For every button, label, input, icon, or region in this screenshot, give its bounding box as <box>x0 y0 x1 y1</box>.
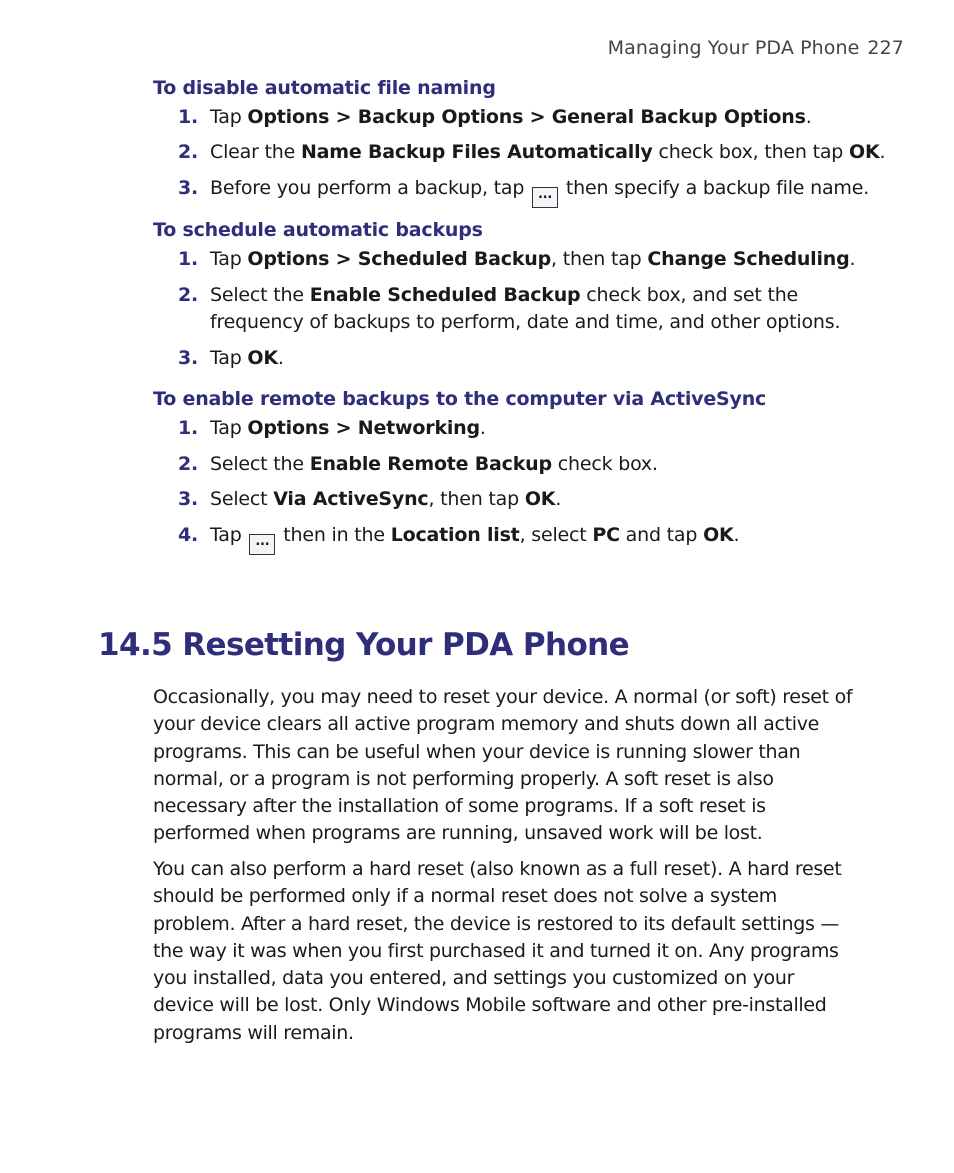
step-text: Tap Options > Networking. <box>210 417 486 439</box>
procedure-step <box>178 246 898 273</box>
procedure-step <box>178 486 898 513</box>
step-number: 1. <box>178 248 199 270</box>
procedure-title-remote-backups: To enable remote backups to the computer via ActiveSync <box>153 388 767 410</box>
browse-button-icon: ... <box>249 534 275 555</box>
ui-path: Options > Backup Options > General Backup Options <box>247 106 806 128</box>
ui-label: OK <box>849 141 880 163</box>
step-text: Tap Options > Backup Options > General Backup Options. <box>210 106 812 128</box>
body-paragraph: Occasionally, you may need to reset your device. A normal (or soft) reset of your device clears all active program memory and shuts down all active programs. This can be useful when your device is running slower than normal, or a program is not performing properly. A soft reset is also necessary after the installation of some programs. If a soft reset is performed when programs are running, unsaved work will be lost. <box>153 686 853 845</box>
step-number: 3. <box>178 177 199 199</box>
ui-path: Options > Networking <box>247 417 480 439</box>
step-text: Tap ... then in the Location list, select PC and tap OK. <box>210 522 898 555</box>
step-number: 1. <box>178 106 199 128</box>
procedure-step <box>178 139 898 166</box>
procedure-step <box>178 282 878 336</box>
page-number: 227 <box>867 37 904 59</box>
procedure-step <box>178 175 898 208</box>
step-text: Before you perform a backup, tap ... then specify a backup file name. <box>210 175 898 208</box>
step-number: 1. <box>178 417 199 439</box>
body-paragraph: You can also perform a hard reset (also known as a full reset). A hard reset should be performed only if a normal reset does not solve a system problem. After a hard reset, the device is restored to its default settings — the way it was when you first purchased it and turned it on. Any programs you installed, data you entered, and settings you customized on your device will be lost. Only Windows Mobile software and other pre-installed programs will remain. <box>153 858 842 1044</box>
ui-label: OK <box>247 347 278 369</box>
ui-label: Enable Remote Backup <box>309 453 552 475</box>
ui-label: Name Backup Files Automatically <box>300 141 653 163</box>
step-text: Select the Enable Scheduled Backup check box, and set the frequency of backups to perform, date and time, and other options. <box>210 284 841 333</box>
step-number: 4. <box>178 524 199 546</box>
procedure-step <box>178 415 898 442</box>
ui-path: Options > Scheduled Backup <box>247 248 552 270</box>
ui-label: OK <box>524 488 556 510</box>
step-number: 2. <box>178 453 199 475</box>
procedure-title-schedule-backups: To schedule automatic backups <box>153 219 483 241</box>
browse-button-icon: ... <box>532 187 558 208</box>
ui-label: Change Scheduling <box>647 248 850 270</box>
step-text: Tap Options > Scheduled Backup, then tap Change Scheduling. <box>210 248 856 270</box>
procedure-step <box>178 522 898 555</box>
running-header <box>608 37 904 59</box>
running-title: Managing Your PDA Phone <box>607 37 860 59</box>
step-text: Select the Enable Remote Backup check box. <box>210 453 658 475</box>
procedure-step <box>178 345 898 372</box>
ui-label: Via ActiveSync <box>273 488 429 510</box>
procedure-step <box>178 451 898 478</box>
step-number: 3. <box>178 488 199 510</box>
ui-label: OK <box>703 524 734 546</box>
ui-label: Enable Scheduled Backup <box>309 284 581 306</box>
section-heading: 14.5 Resetting Your PDA Phone <box>98 627 630 663</box>
step-text: Tap OK. <box>210 347 284 369</box>
procedure-title-disable-naming: To disable automatic file naming <box>153 77 496 99</box>
ui-label: PC <box>592 524 620 546</box>
step-number: 2. <box>178 141 199 163</box>
procedure-step <box>178 104 898 131</box>
step-text: Clear the Name Backup Files Automatically check box, then tap OK. <box>210 141 886 163</box>
ui-label: Location list <box>390 524 520 546</box>
step-number: 2. <box>178 284 199 306</box>
step-number: 3. <box>178 347 199 369</box>
step-text: Select Via ActiveSync, then tap OK. <box>210 488 562 510</box>
